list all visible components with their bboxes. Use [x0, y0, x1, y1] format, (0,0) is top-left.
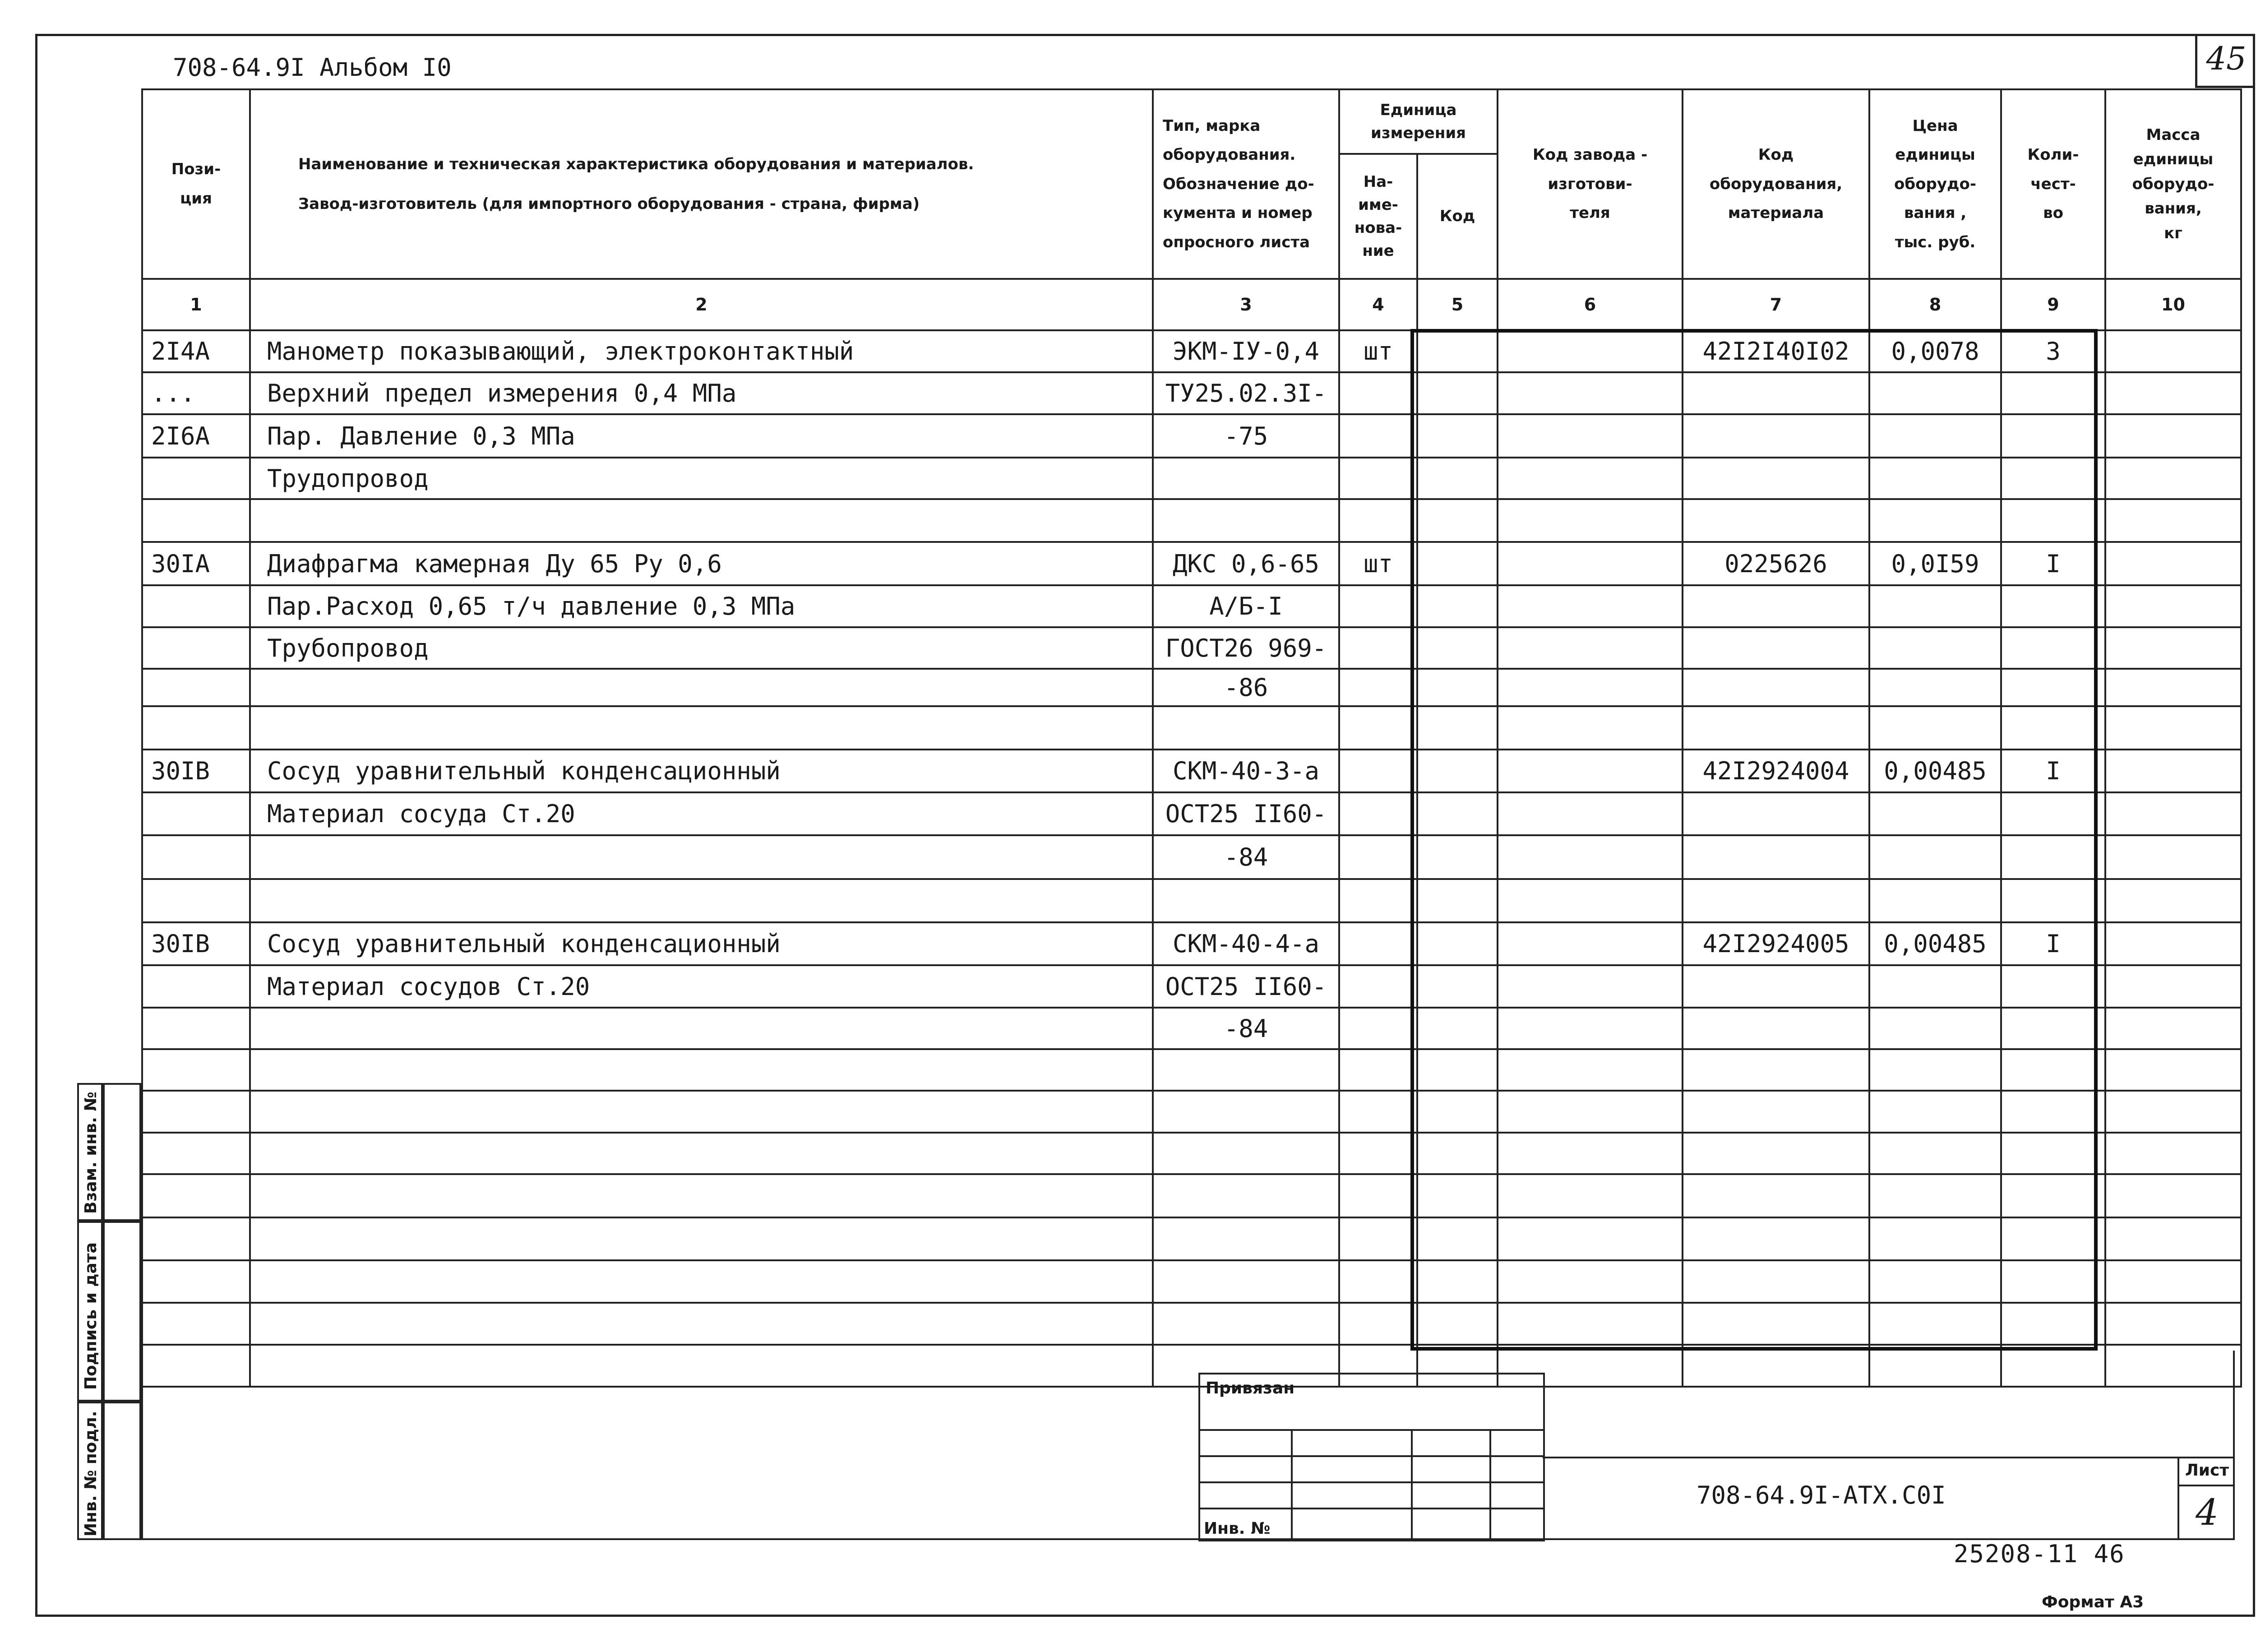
cell-name — [250, 499, 1153, 542]
empty-cell — [1339, 1303, 1417, 1345]
cell-type: -86 — [1153, 669, 1339, 706]
side-stamp-sign-date-label: Подпись и дата — [82, 1242, 100, 1390]
cell-mass — [2105, 835, 2241, 879]
cell-unit-name — [1339, 706, 1417, 750]
col-header-plant-code: Код завода - изготови- теля — [1498, 89, 1683, 279]
archive-code: 25208-11 46 — [1954, 1540, 2125, 1568]
cell-equipment-code: 42I2924005 — [1683, 922, 1869, 965]
cell-position — [142, 835, 250, 879]
empty-cell — [1339, 1049, 1417, 1091]
cell-position: 2I4A — [142, 330, 250, 372]
empty-cell — [2105, 1091, 2241, 1133]
empty-cell — [1339, 1133, 1417, 1174]
cell-name: Материал сосудов Ст.20 — [250, 965, 1153, 1008]
cell-unit-name — [1339, 669, 1417, 706]
cell-mass — [2105, 669, 2241, 706]
empty-cell — [250, 1303, 1153, 1345]
inv-cell — [1199, 1509, 1292, 1541]
cell-unit-name: шт — [1339, 330, 1417, 372]
bound-label: Привязан — [1206, 1379, 1295, 1397]
empty-cell — [250, 1049, 1153, 1091]
empty-cell — [250, 1174, 1153, 1217]
cell-type: -84 — [1153, 835, 1339, 879]
cell-quantity: I — [2001, 542, 2105, 585]
cell-name: Пар. Давление 0,3 МПа — [250, 414, 1153, 458]
cell-name — [250, 835, 1153, 879]
empty-cell — [142, 1303, 250, 1345]
cell-quantity: I — [2001, 750, 2105, 792]
cell-type: ЭКМ-IУ-0,4 — [1153, 330, 1339, 372]
empty-cell — [142, 1217, 250, 1260]
cell-position — [142, 585, 250, 627]
cell-type: ДКС 0,6-65 — [1153, 542, 1339, 585]
cell-mass — [2105, 458, 2241, 499]
cell-position — [142, 669, 250, 706]
cell-unit-name — [1339, 965, 1417, 1008]
cell-name — [250, 1008, 1153, 1049]
cell-unit-name — [1339, 372, 1417, 414]
empty-cell — [1153, 1217, 1339, 1260]
empty-cell — [250, 1260, 1153, 1303]
cell-mass — [2105, 414, 2241, 458]
cell-name: Верхний предел измерения 0,4 МПа — [250, 372, 1153, 414]
cell-mass — [2105, 879, 2241, 922]
cell-name: Сосуд уравнительный конденсационный — [250, 922, 1153, 965]
col-header-name: Наименование и техническая характеристика оборудования и материалов. Завод-изготовитель (для импортного оборудования - страна, фирма) — [250, 89, 1153, 279]
cell-position: 2I6A — [142, 414, 250, 458]
sheet-number: 4 — [2196, 1491, 2219, 1533]
empty-cell — [250, 1133, 1153, 1174]
empty-cell — [250, 1217, 1153, 1260]
empty-cell — [142, 1049, 250, 1091]
side-stamp-sign-value — [103, 1221, 141, 1402]
cell-type: А/Б-I — [1153, 585, 1339, 627]
cell-unit-name — [1339, 627, 1417, 669]
cell-position — [142, 879, 250, 922]
cell-unit-name — [1339, 414, 1417, 458]
cell-type — [1153, 458, 1339, 499]
cell-mass — [2105, 792, 2241, 835]
empty-cell — [1153, 1133, 1339, 1174]
cell-unit-name: шт — [1339, 542, 1417, 585]
empty-cell — [1153, 1260, 1339, 1303]
col-number-2: 2 — [250, 279, 1153, 330]
header-row-top — [142, 89, 2241, 154]
binding-stamp-header — [1199, 1374, 1544, 1430]
cell-type — [1153, 879, 1339, 922]
empty-cell — [142, 1091, 250, 1133]
cell-name: Сосуд уравнительный конденсационный — [250, 750, 1153, 792]
cell-name: Материал сосуда Ст.20 — [250, 792, 1153, 835]
cell-quantity: I — [2001, 922, 2105, 965]
cell-mass — [2105, 627, 2241, 669]
col-number-4: 4 — [1339, 279, 1417, 330]
cell-name: Диафрагма камерная Ду 65 Ру 0,6 — [250, 542, 1153, 585]
cell-type — [1153, 706, 1339, 750]
side-stamp-replace-inv-label: Взам. инв. № — [82, 1092, 100, 1214]
cell-position — [142, 499, 250, 542]
cell-quantity: 3 — [2001, 330, 2105, 372]
cell-position: 30IA — [142, 542, 250, 585]
side-stamp-orig-inv-value — [103, 1402, 141, 1540]
empty-cell — [142, 1133, 250, 1174]
page-number: 45 — [2206, 40, 2247, 77]
cell-unit-name — [1339, 835, 1417, 879]
col-number-8: 8 — [1869, 279, 2001, 330]
cell-position: 30IB — [142, 750, 250, 792]
col-number-7: 7 — [1683, 279, 1869, 330]
document-code: 708-64.9I-АТХ.С0I — [1697, 1481, 1946, 1509]
cell-position: 30IB — [142, 922, 250, 965]
cell-equipment-code: 42I2I40I02 — [1683, 330, 1869, 372]
col-header-mass: Масса единицы оборудо- вания, кг — [2105, 89, 2241, 279]
side-stamp-replace-inv-value — [103, 1083, 141, 1221]
empty-cell — [2105, 1133, 2241, 1174]
sheet-label-cell — [2179, 1457, 2235, 1486]
cell-type: ГОСТ26 969- — [1153, 627, 1339, 669]
cell-name: Пар.Расход 0,65 т/ч давление 0,3 МПа — [250, 585, 1153, 627]
cell-equipment-code: 42I2924004 — [1683, 750, 1869, 792]
col-header-unit-name: На- име- нова- ние — [1339, 154, 1417, 279]
cell-unit-name — [1339, 922, 1417, 965]
cell-name — [250, 669, 1153, 706]
cell-price: 0,00485 — [1869, 922, 2001, 965]
col-header-type: Тип, марка оборудования. Обозначение до- кумента и номер опросного листа — [1153, 89, 1339, 279]
col-header-position: Пози- ция — [142, 89, 250, 279]
cell-unit-name — [1339, 1008, 1417, 1049]
cell-unit-name — [1339, 879, 1417, 922]
cell-type: ТУ25.02.3I- — [1153, 372, 1339, 414]
format-label: Формат А3 — [2042, 1593, 2144, 1611]
cell-type — [1153, 499, 1339, 542]
empty-cell — [1153, 1049, 1339, 1091]
empty-cell — [142, 1260, 250, 1303]
col-header-price: Цена единицы оборудо- вания , тыс. руб. — [1869, 89, 2001, 279]
cell-name: Манометр показывающий, электроконтактный — [250, 330, 1153, 372]
cell-name — [250, 706, 1153, 750]
sheet-box — [2177, 1457, 2235, 1540]
empty-cell — [1339, 1217, 1417, 1260]
cell-mass — [2105, 330, 2241, 372]
cell-unit-name — [1339, 458, 1417, 499]
empty-cell — [2105, 1260, 2241, 1303]
cell-mass — [2105, 1008, 2241, 1049]
cell-position — [142, 627, 250, 669]
cell-price: 0,0I59 — [1869, 542, 2001, 585]
doc-code-separator — [1543, 1457, 2235, 1458]
col-number-3: 3 — [1153, 279, 1339, 330]
cell-equipment-code: 0225626 — [1683, 542, 1869, 585]
cell-price: 0,00485 — [1869, 750, 2001, 792]
cell-unit-name — [1339, 792, 1417, 835]
empty-cell — [1339, 1260, 1417, 1303]
cell-position — [142, 706, 250, 750]
cell-mass — [2105, 706, 2241, 750]
cell-position — [142, 1008, 250, 1049]
col-header-unit: Единица измерения — [1339, 89, 1498, 154]
cell-position — [142, 458, 250, 499]
empty-cell — [2105, 1217, 2241, 1260]
cell-mass — [2105, 965, 2241, 1008]
cell-name: Трубопровод — [250, 627, 1153, 669]
cell-mass — [2105, 585, 2241, 627]
col-header-quantity: Коли- чест- во — [2001, 89, 2105, 279]
empty-cell — [2105, 1174, 2241, 1217]
cell-mass — [2105, 750, 2241, 792]
col-header-equipment-code: Код оборудования, материала — [1683, 89, 1869, 279]
page-number-box — [2195, 34, 2255, 88]
inv-label: Инв. № — [1204, 1519, 1271, 1538]
cell-position: ... — [142, 372, 250, 414]
cell-position — [142, 792, 250, 835]
empty-cell — [2105, 1049, 2241, 1091]
empty-cell — [1153, 1091, 1339, 1133]
cell-price: 0,0078 — [1869, 330, 2001, 372]
cell-unit-name — [1339, 750, 1417, 792]
cell-type: -75 — [1153, 414, 1339, 458]
col-number-10: 10 — [2105, 279, 2241, 330]
cell-position — [142, 965, 250, 1008]
title-block-area — [141, 1351, 2235, 1540]
col-number-1: 1 — [142, 279, 250, 330]
cell-mass — [2105, 542, 2241, 585]
col-number-6: 6 — [1498, 279, 1683, 330]
empty-cell — [1339, 1091, 1417, 1133]
cell-type: СКМ-40-3-а — [1153, 750, 1339, 792]
empty-cell — [2105, 1303, 2241, 1345]
cell-mass — [2105, 922, 2241, 965]
cell-name — [250, 879, 1153, 922]
column-number-row — [142, 279, 2241, 330]
col-number-5: 5 — [1417, 279, 1498, 330]
binding-stamp — [1198, 1373, 1545, 1541]
empty-cell — [250, 1091, 1153, 1133]
cell-mass — [2105, 372, 2241, 414]
sheet-label: Лист — [2185, 1461, 2229, 1480]
columns-5-9-heavy-frame — [1410, 329, 2098, 1351]
cell-unit-name — [1339, 499, 1417, 542]
cell-type: ОСТ25 II60- — [1153, 792, 1339, 835]
empty-cell — [1153, 1303, 1339, 1345]
col-number-9: 9 — [2001, 279, 2105, 330]
empty-cell — [142, 1174, 250, 1217]
cell-name: Трудопровод — [250, 458, 1153, 499]
cell-type: -84 — [1153, 1008, 1339, 1049]
album-reference: 708-64.9I Альбом I0 — [173, 53, 452, 82]
side-stamp-orig-inv-label: Инв. № подл. — [82, 1411, 100, 1536]
empty-cell — [1339, 1174, 1417, 1217]
cell-type: ОСТ25 II60- — [1153, 965, 1339, 1008]
col-header-unit-code: Код — [1417, 154, 1498, 279]
cell-type: СКМ-40-4-а — [1153, 922, 1339, 965]
cell-unit-name — [1339, 585, 1417, 627]
cell-mass — [2105, 499, 2241, 542]
empty-cell — [1153, 1174, 1339, 1217]
